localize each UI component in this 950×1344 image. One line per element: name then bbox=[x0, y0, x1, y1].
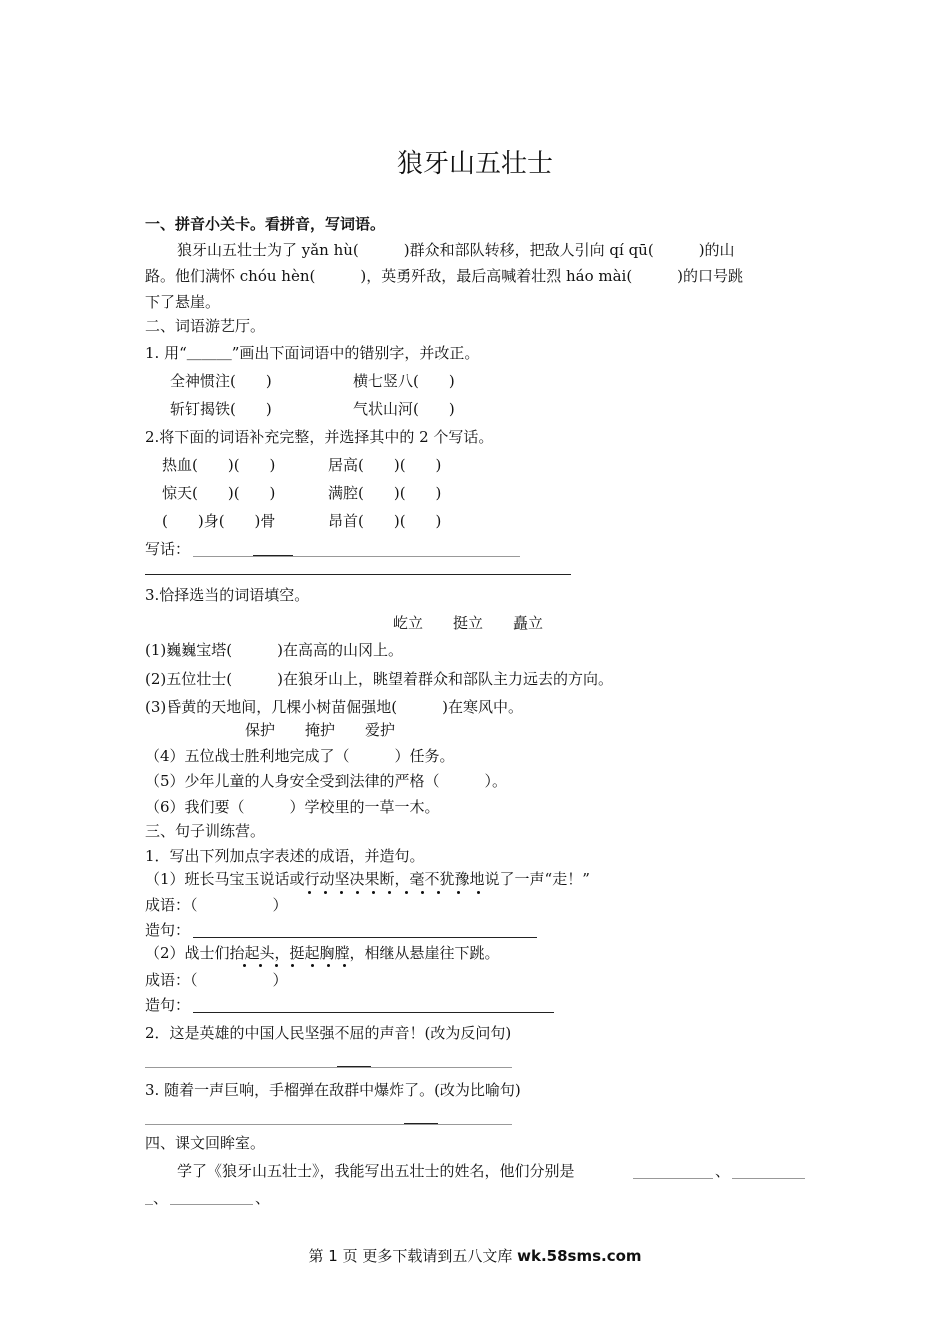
answer-line[interactable] bbox=[633, 1178, 713, 1179]
s3-q3-instruction: 3. 随着一声巨响，手榴弹在敌群中爆炸了。(改为比喻句) bbox=[145, 1081, 521, 1099]
zaoju-label: 造句： bbox=[145, 996, 191, 1014]
section-1-line-3: 下了悬崖。 bbox=[145, 293, 221, 311]
section-3-heading: 三、句子训练营。 bbox=[145, 822, 266, 840]
footer-prefix: 第 bbox=[308, 1247, 324, 1265]
answer-line[interactable] bbox=[145, 574, 571, 575]
q3-sentence: （6）我们要（ ）学校里的一草一木。 bbox=[145, 798, 440, 816]
footer-text: 页 更多下载请到五八文库 bbox=[342, 1247, 513, 1265]
s3-q1a-sentence: （1）班长马宝玉说话或行动坚决果断，毫不犹豫地说了一声“走！” bbox=[145, 870, 590, 888]
answer-line[interactable] bbox=[193, 1012, 554, 1013]
page-title: 狼牙山五壮士 bbox=[396, 149, 553, 179]
q1-item: 斩钉揭铁( ) bbox=[170, 400, 272, 418]
s3-q1-instruction: 1．写出下列加点字表述的成语，并造句。 bbox=[145, 847, 425, 865]
q1-item: 全神惯注( ) bbox=[170, 372, 272, 390]
page-footer bbox=[0, 1245, 950, 1266]
answer-line[interactable] bbox=[145, 1124, 512, 1125]
q1-instruction: 1. 用“＿＿＿”画出下面词语中的错别字，并改正。 bbox=[145, 344, 480, 362]
s3-q2-instruction: 2．这是英雄的中国人民坚强不屈的声音！(改为反问句) bbox=[145, 1024, 512, 1042]
emphasis-dots bbox=[0, 891, 950, 897]
q3-sentence: (1)巍巍宝塔( )在高高的山冈上。 bbox=[145, 641, 403, 659]
emphasis-dots bbox=[0, 964, 950, 970]
answer-line[interactable] bbox=[732, 1178, 805, 1179]
answer-line-mark bbox=[337, 1066, 371, 1067]
chengyu-answer: 成语：（ ） bbox=[145, 971, 288, 989]
s3-q1b-sentence: （2）战士们抬起头，挺起胸膛，相继从悬崖往下跳。 bbox=[145, 944, 500, 962]
q2-item: ( )身( )骨 bbox=[162, 512, 276, 530]
answer-line[interactable] bbox=[145, 1067, 512, 1068]
q3-sentence: （4）五位战士胜利地完成了（ ）任务。 bbox=[145, 747, 455, 765]
q3-sentence: (2)五位壮士( )在狼牙山上，眺望着群众和部队主力远去的方向。 bbox=[145, 670, 613, 688]
xiehua-label: 写话： bbox=[145, 540, 191, 558]
section-4-heading: 四、课文回眸室。 bbox=[145, 1134, 266, 1152]
q2-instruction: 2.将下面的词语补充完整，并选择其中的 2 个写话。 bbox=[145, 428, 494, 446]
q3-sentence: (3)昏黄的天地间，几棵小树苗倔强地( )在寒风中。 bbox=[145, 698, 523, 716]
answer-line-mark bbox=[404, 1123, 438, 1124]
footer-page-number: 1 bbox=[328, 1247, 338, 1265]
answer-line-mark bbox=[253, 555, 293, 556]
q3-word-choices-1: 屹立 挺立 矗立 bbox=[393, 614, 544, 632]
answer-line[interactable] bbox=[170, 1204, 253, 1205]
q2-item: 惊天( )( ) bbox=[162, 484, 276, 502]
q2-item: 热血( )( ) bbox=[162, 456, 276, 474]
answer-line[interactable] bbox=[145, 1204, 153, 1205]
zaoju-label: 造句： bbox=[145, 921, 191, 939]
q3-instruction: 3.恰择选当的词语填空。 bbox=[145, 586, 310, 604]
separator: 、 bbox=[255, 1189, 271, 1207]
separator: 、 bbox=[715, 1162, 731, 1180]
q1-item: 气状山河( ) bbox=[353, 400, 455, 418]
footer-site-link[interactable]: wk.58sms.com bbox=[517, 1247, 642, 1265]
q3-sentence: （5）少年儿童的人身安全受到法律的严格（ ）。 bbox=[145, 772, 508, 790]
section-2-heading: 二、词语游艺厅。 bbox=[145, 317, 266, 335]
answer-line[interactable] bbox=[193, 556, 520, 557]
q3-word-choices-2: 保护 掩护 爱护 bbox=[245, 721, 396, 739]
section-1-line-2: 路。他们满怀 chóu hèn( )，英勇歼敌，最后高喊着壮烈 háo mài( )的口号跳 bbox=[145, 267, 744, 285]
section-4-text: 学了《狼牙山五壮士》，我能写出五壮士的姓名，他们分别是 bbox=[177, 1162, 575, 1180]
q1-item: 横七竖八( ) bbox=[353, 372, 455, 390]
section-1-heading: 一、拼音小关卡。看拼音，写词语。 bbox=[145, 215, 386, 233]
q2-item: 昂首( )( ) bbox=[328, 512, 442, 530]
chengyu-answer: 成语：（ ） bbox=[145, 896, 288, 914]
answer-line[interactable] bbox=[193, 937, 537, 938]
q2-item: 满腔( )( ) bbox=[328, 484, 442, 502]
section-1-line-1: 狼牙山五壮士为了 yǎn hù( )群众和部队转移，把敌人引向 qí qū( )的山 bbox=[177, 241, 735, 259]
separator: 、 bbox=[153, 1189, 169, 1207]
q2-item: 居高( )( ) bbox=[328, 456, 442, 474]
